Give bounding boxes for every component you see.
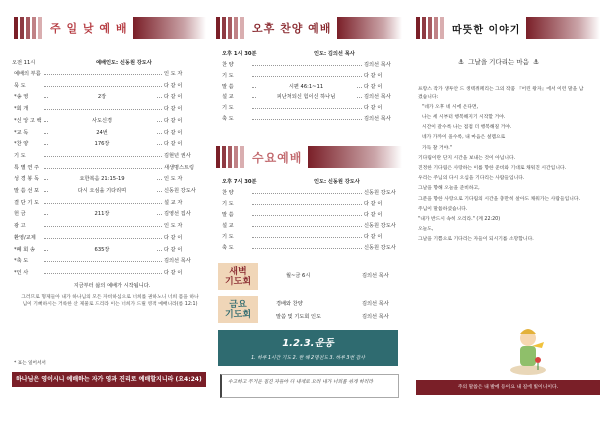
dotted-leader [44, 156, 162, 157]
order-item-person: 인 도 자 [164, 71, 183, 77]
order-item-name: *인 사 [14, 269, 29, 276]
story-subtitle-row [458, 57, 539, 66]
order-item-person: 다 같 이 [364, 201, 383, 207]
story-paragraph: 그날을 향해 오늘을 준비하고, [418, 186, 480, 192]
movement-text: 1. 하루 1시간 기도 2. 한 해 2명전도 3. 하루 3번 감사 [251, 356, 365, 361]
story-column [408, 0, 600, 424]
order-item-name: *교 독 [14, 129, 29, 136]
order-item-name: 기 도 [222, 201, 234, 207]
order-item-detail: 24번 [48, 129, 156, 136]
dotted-leader [44, 226, 162, 227]
order-item-person: 신동원 강도사 [364, 190, 396, 196]
story-paragraph: 나는 세 시부터 행복해지기 시작할 거야. [422, 115, 506, 120]
john-verse: 하나님은 영이시니 예배하는 자가 영과 진리로 예배할지니라 (요4:24) [12, 372, 206, 387]
dotted-leader [252, 65, 362, 66]
dawn-prayer-badge: 새벽 기도회 [218, 263, 258, 290]
order-item-person: 다 같 이 [164, 141, 183, 148]
order-item-detail: 2장 [48, 93, 156, 100]
anchor-icon: ⚓ [532, 57, 540, 66]
order-item-person: 다 같 이 [164, 246, 183, 253]
story-paragraph: 주님이 말씀하셨습니다. [418, 206, 468, 212]
dotted-leader [44, 238, 162, 239]
header-bars [14, 17, 44, 39]
wednesday-leader: 인도: 신동원 강도사 [314, 179, 360, 185]
order-item-name: 묵 도 [14, 82, 26, 89]
little-prince-illustration [508, 316, 548, 376]
order-item-person: 다 같 이 [164, 94, 183, 101]
order-item-person: 다 같 이 [364, 83, 383, 90]
friday-row1-leader: 김의선 목사 [362, 301, 389, 307]
header-bars [216, 17, 246, 39]
story-paragraph: 그분을 향한 사랑으로 기다림의 시간을 충만히 살아도 채워가는 사람들입니다. [418, 196, 581, 202]
order-item-name: *찬 양 [14, 141, 29, 148]
order-item-name: 결 단 기 도 [14, 199, 39, 206]
story-paragraph: 프랑스 작가 생투안 드 생텍쥐페리는 그의 작품 『어린 왕자』에서 이런 말을 남겼습니다: [418, 87, 584, 100]
order-item-person: 다 같 이 [364, 234, 383, 240]
story-paragraph: 네가 가까이 올수록, 내 마음은 설렘으로 [422, 135, 506, 141]
dotted-leader [44, 74, 162, 75]
order-item-name: 기 도 [222, 72, 234, 79]
afternoon-header [216, 17, 402, 39]
order-item-person: 새생명스트링 [164, 164, 195, 171]
dotted-leader [252, 215, 362, 216]
story-paragraph: "네가 오후 네 시에 온다면, [422, 104, 479, 110]
order-item-person: 신동원 강도사 [364, 223, 396, 229]
order-item-person: 김의선 목사 [364, 62, 391, 68]
story-title: 따뜻한 이야기 [446, 21, 526, 36]
sunday-service-column [0, 0, 206, 424]
order-item-name: *신 앙 고 백 [14, 117, 42, 124]
order-item-detail: 211장 [48, 210, 156, 217]
header-bars [416, 17, 446, 39]
afternoon-time: 오후 1시 30분 [222, 51, 257, 57]
dawn-prayer-leader: 김의선 목사 [362, 273, 389, 279]
story-paragraph: 우리는 주님의 다시 오심을 기다리는 사람들입니다. [418, 176, 525, 182]
dotted-leader [252, 76, 362, 77]
dotted-leader [44, 203, 162, 204]
wednesday-time: 오후 7시 30분 [222, 179, 257, 185]
order-item-name: 설 교 [222, 94, 234, 101]
matthew-verse-box [220, 374, 399, 398]
wednesday-title: 수요예배 [246, 149, 308, 166]
sunday-title: 주 일 낮 예 배 [44, 20, 133, 36]
order-item-name: 기 도 [222, 105, 234, 112]
sunday-time: 오전 11시 [12, 60, 36, 66]
friday-row2-leader: 김의선 목사 [362, 314, 389, 320]
header-gradient [526, 17, 600, 39]
header-gradient [133, 17, 206, 39]
order-item-person: 다 같 이 [164, 117, 183, 124]
afternoon-column [210, 0, 402, 424]
standing-legend: * 표는 일어서서 [14, 361, 46, 366]
order-item-detail: 피난처되신 힘이신 하나님 [256, 93, 356, 100]
order-item-name: 광 고 [14, 223, 26, 230]
order-item-name: 성 경 봉 독 [14, 176, 39, 183]
movement-title: 1.2.3.운동 [282, 338, 334, 349]
order-item-person: 다 같 이 [364, 72, 383, 79]
order-item-person: 다 같 이 [164, 129, 183, 136]
friday-row2-name: 말씀 및 기도회 인도 [276, 314, 322, 320]
sunday-header [14, 17, 206, 39]
order-item-name: 설 교 [222, 223, 234, 229]
dotted-leader [252, 193, 362, 194]
order-item-name: 헌 금 [14, 211, 26, 218]
order-item-name: *폐 회 송 [14, 246, 35, 253]
friday-row1-name: 경배와 찬양 [276, 301, 303, 307]
afternoon-title: 오후 찬양 예배 [246, 20, 337, 36]
friday-prayer-badge: 금요 기도회 [218, 296, 258, 323]
order-item-person: 김의선 목사 [364, 116, 391, 122]
dotted-leader [44, 168, 162, 169]
dotted-leader [252, 226, 362, 227]
order-item-name: 말 씀 [222, 83, 234, 90]
order-item-person: 다 같 이 [164, 82, 183, 89]
dawn-prayer-time: 월~금 6시 [286, 273, 311, 279]
order-item-person: 다 같 이 [364, 212, 383, 218]
order-item-detail: 다시 오심을 기다리며 [48, 187, 156, 194]
header-bars [216, 146, 246, 168]
header-gradient [308, 146, 402, 168]
psalm-footer: 주의 말씀은 내 발에 등이요 내 길에 빛이니이다. [416, 380, 600, 395]
dotted-leader [44, 109, 162, 110]
matthew-verse: 수고하고 무거운 짐진 자들아 다 내게로 오라 내가 너희를 쉬게 하리라 [228, 380, 373, 385]
story-paragraph: 그날을 기쁨으로 기다리는 자들이 되시기를 소망합니다. [418, 237, 534, 243]
order-item-name: 예배의 부름 [14, 71, 41, 77]
order-item-detail: 사도신경 [48, 117, 156, 124]
order-item-name: *회 개 [14, 106, 29, 113]
header-gradient [337, 17, 402, 39]
order-item-name: *송 영 [14, 94, 29, 101]
anchor-icon: ⚓ [458, 57, 465, 66]
story-paragraph: "내가 반드시 속히 오리라." (계 22:20) [418, 217, 501, 222]
order-item-person: 다 같 이 [164, 234, 183, 241]
story-header [416, 17, 600, 39]
order-item-person: 인 도 자 [164, 223, 183, 230]
order-item-name: 환영/교제 [14, 234, 36, 241]
order-item-name: 기 도 [222, 234, 234, 240]
order-item-name: 축 도 [222, 116, 234, 122]
romans-note: 그러므로 형제들아 내가 하나님의 모든 자비하심으로 너희를 권하노니 너희 몸을 하나님이 기뻐하시는 거룩한 산 제물로 드리라 이는 너희가 드릴 영적 예배니라(롬 12:1) [21, 295, 199, 307]
order-item-person: 김의선 목사 [164, 258, 191, 265]
movement-box [218, 330, 398, 366]
order-item-detail: 시편 46:1~11 [256, 83, 356, 90]
order-item-detail: 635장 [48, 246, 156, 253]
story-paragraph: 진정한 기다림은 사랑하는 이를 향한 준비와 기대로 채워진 시간입니다. [418, 166, 567, 171]
afternoon-leader: 인도: 김의선 목사 [314, 51, 355, 57]
order-item-person: 김영선 집사 [164, 211, 191, 218]
dotted-leader [252, 204, 362, 205]
story-paragraph: 가득 찰 거야." [422, 145, 452, 151]
order-item-person: 다 같 이 [164, 106, 183, 113]
order-item-person: 김의선 목사 [364, 94, 391, 101]
order-item-detail: 요한복음 21:15-19 [48, 175, 156, 182]
order-item-person: 신동원 강도사 [164, 188, 196, 194]
order-item-name: 축 도 [222, 245, 234, 251]
sunday-leader: 예배인도: 신동원 강도사 [96, 60, 152, 66]
order-item-person: 김현년 권사 [164, 152, 191, 159]
order-item-name: 기 도 [14, 152, 26, 159]
story-paragraph: 시간이 갈수록 나는 점점 더 행복해질 거야. [422, 125, 512, 131]
story-subtitle: 그날을 기다리는 마음 [468, 58, 529, 66]
order-item-name: 말 씀 선 포 [14, 188, 39, 194]
order-item-person: 다 같 이 [164, 269, 183, 276]
dotted-leader [44, 261, 162, 262]
order-item-name: 특 별 연 주 [14, 164, 39, 171]
story-paragraph: 기다림이란 단지 시간을 보내는 것이 아닙니다. [418, 155, 516, 161]
order-item-name: 말 씀 [222, 212, 234, 218]
dotted-leader [44, 273, 162, 274]
order-item-person: 신동원 강도사 [364, 245, 396, 251]
story-paragraph: 오늘도, [418, 227, 434, 233]
dotted-leader [44, 86, 162, 87]
order-item-name: 찬 양 [222, 62, 234, 68]
order-item-person: 인 도 자 [164, 176, 183, 183]
dotted-leader [252, 119, 362, 120]
order-item-person: 다 같 이 [364, 105, 383, 112]
order-item-person: 설 교 자 [164, 199, 183, 206]
order-item-detail: 176장 [48, 140, 156, 147]
dotted-leader [252, 248, 362, 249]
order-item-name: 찬 양 [222, 190, 234, 196]
wednesday-header [216, 146, 402, 168]
dotted-leader [252, 108, 362, 109]
dotted-leader [252, 237, 362, 238]
order-item-name: *축 도 [14, 258, 29, 265]
closing-text: 지금부터 삶의 예배가 시작됩니다. [73, 283, 151, 289]
